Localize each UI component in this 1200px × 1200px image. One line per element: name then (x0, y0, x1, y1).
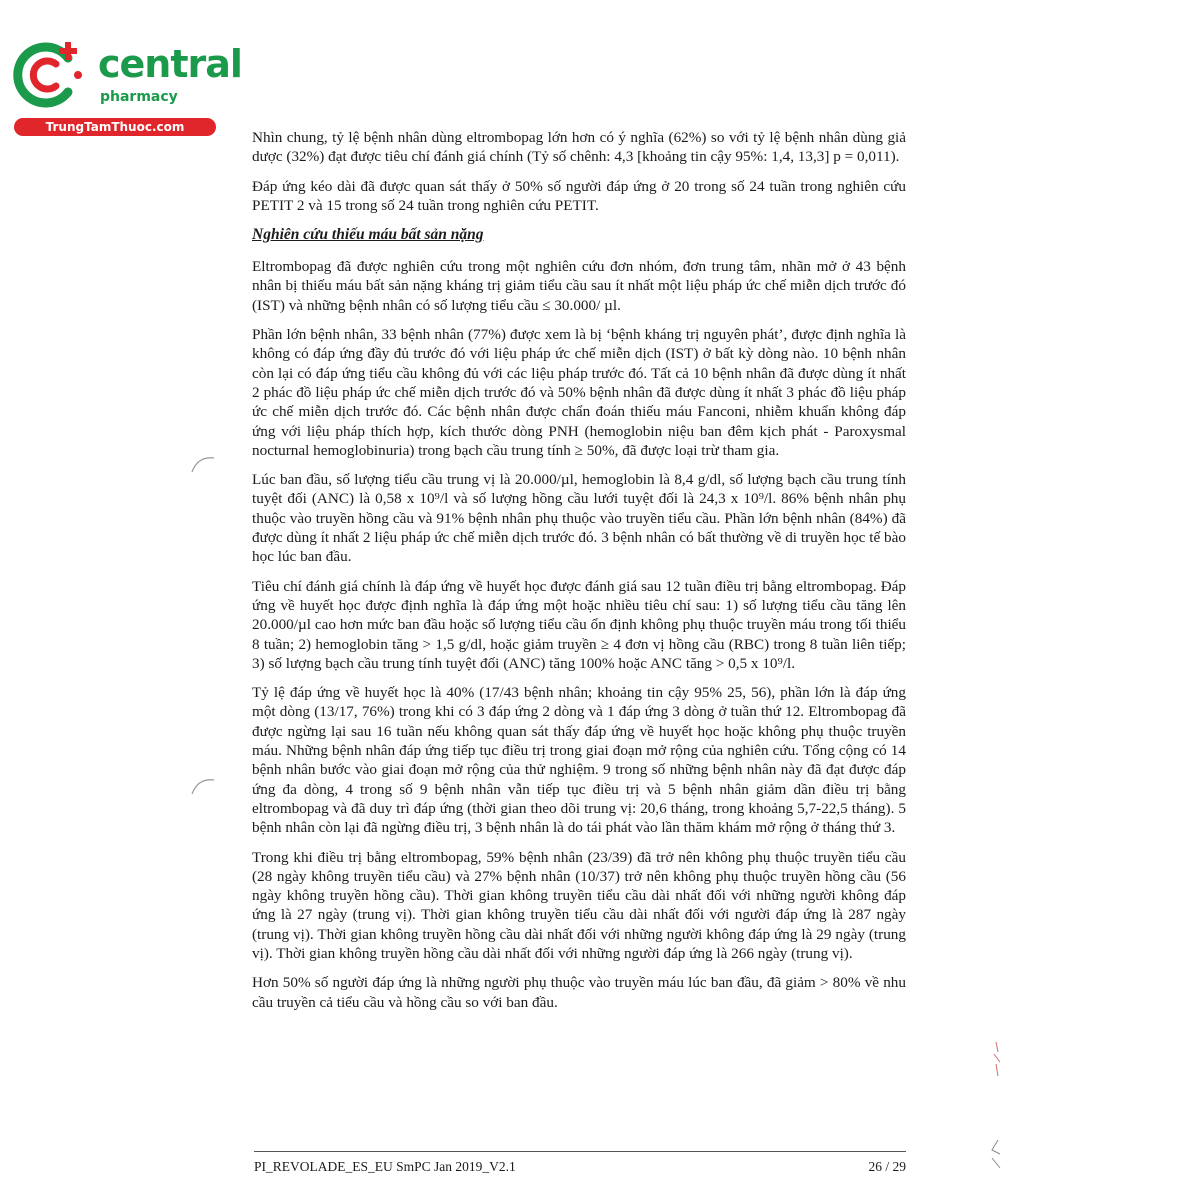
paragraph: Nhìn chung, tỷ lệ bệnh nhân dùng eltrombopag lớn hơn có ý nghĩa (62%) so với tỷ lệ bệnh nhân dùng giả dược (32%) đạt được tiêu chí đánh giá chính (Tỷ số chênh: 4,3 [khoảng tin cậy 95%: 1,4, 13,3] p = 0,011). (252, 129, 906, 166)
margin-annotation-mark (984, 1040, 1006, 1080)
footer-document-id: PI_REVOLADE_ES_EU SmPC Jan 2019_V2.1 (254, 1159, 516, 1174)
logo-subtitle: pharmacy (100, 89, 178, 105)
footer-divider (254, 1151, 906, 1152)
paragraph: Phần lớn bệnh nhân, 33 bệnh nhân (77%) được xem là bị ‘bệnh kháng trị nguyên phát’, được định nghĩa là không có đáp ứng đầy đủ trước đó với liệu pháp ức chế miễn dịch (IST) ở bất kỳ dòng nào. 10 bệnh nhân còn lại có đáp ứng tiểu cầu không đủ với các liệu pháp trước đó. Tất cả 10 bệnh nhân đã được dùng ít nhất 2 phác đồ liệu pháp ức chế miễn dịch trước đó và 50% bệnh nhân đã được dùng ít nhất 3 phác đồ liệu pháp ức chế miễn dịch trước đó. Các bệnh nhân được chẩn đoán thiếu máu Fanconi, nhiễm khuẩn không đáp ứng với liệu pháp thích hợp, kích thước dòng PNH (hemoglobin niệu ban đêm kịch phát - Paroxysmal nocturnal hemoglobinuria) trong bạch cầu trung tính ≥ 50%, đã được loại trừ tham gia. (252, 326, 906, 459)
paragraph: Tiêu chí đánh giá chính là đáp ứng về huyết học được đánh giá sau 12 tuần điều trị bằng eltrombopag. Đáp ứng về huyết học được định nghĩa là đáp ứng một hoặc nhiều tiêu chí sau: 1) số lượng tiểu cầu tăng lên 20.000/µl cao hơn mức ban đầu hoặc số lượng tiểu cầu ổn định không phụ thuộc truyền máu trong tối thiểu 8 tuần; 2) hemoglobin tăng > 1,5 g/dl, hoặc giảm truyền ≥ 4 đơn vị hồng cầu (RBC) trong 8 tuần liên tiếp; 3) số lượng bạch cầu trung tính tuyệt đối (ANC) tăng 100% hoặc ANC tăng > 0,5 x 10⁹/l. (252, 577, 906, 672)
pharmacy-cross-icon (10, 38, 86, 110)
paragraph: Hơn 50% số người đáp ứng là những người phụ thuộc vào truyền máu lúc ban đầu, đã giảm > 80% về nhu cầu truyền cả tiểu cầu và hồng cầu so với ban đầu. (252, 974, 906, 1011)
footer-page-number: 26 / 29 (868, 1159, 906, 1174)
logo-website: TrungTamThuoc.com (14, 118, 216, 136)
central-pharmacy-logo (10, 36, 242, 136)
paragraph: Lúc ban đầu, số lượng tiểu cầu trung vị là 20.000/µl, hemoglobin là 8,4 g/dl, số lượng bạch cầu trung tính tuyệt đối (ANC) là 0,58 x 10⁹/l và số lượng hồng cầu lưới tuyệt đối là 24,3 x 10⁹/l. 86% bệnh nhân phụ thuộc vào truyền hồng cầu và 91% bệnh nhân phụ thuộc vào truyền tiểu cầu. Phần lớn bệnh nhân (84%) đã được dùng ít nhất 2 liệu pháp ức chế miễn dịch trước đó. 3 bệnh nhân có bất thường về di truyền học tế bào học lúc ban đầu. (252, 471, 906, 566)
margin-annotation-mark (984, 1138, 1006, 1172)
section-heading: Nghiên cứu thiếu máu bất sản nặng (252, 226, 484, 244)
punch-hole-mark (190, 776, 216, 796)
paragraph: Tỷ lệ đáp ứng về huyết học là 40% (17/43 bệnh nhân; khoảng tin cậy 95% 25, 56), phần lớn là đáp ứng một dòng (13/17, 76%) trong khi có 3 đáp ứng 2 dòng và 1 đáp ứng 3 dòng ở tuần thứ 12. Eltrombopag đã được ngừng lại sau 16 tuần nếu không quan sát thấy đáp ứng về huyết học hoặc không phụ thuộc truyền máu. Những bệnh nhân đáp ứng tiếp tục điều trị trong giai đoạn mở rộng của nghiên cứu. Tổng cộng có 14 bệnh nhân bước vào giai đoạn mở rộng của thử nghiệm. 9 trong số những bệnh nhân này đã đạt được đáp ứng đa dòng, 4 trong số 9 bệnh nhân vẫn tiếp tục điều trị và 5 bệnh nhân giảm dần điều trị bằng eltrombopag và đã duy trì đáp ứng (thời gian theo dõi trung vị: 20,6 tháng, trong khoảng 5,7-22,5 tháng). 5 bệnh nhân còn lại đã ngừng điều trị, 3 bệnh nhân là do tái phát vào lần thăm khám mở rộng ở tháng thứ 3. (252, 684, 906, 837)
document-body (252, 128, 906, 1022)
paragraph: Eltrombopag đã được nghiên cứu trong một nghiên cứu đơn nhóm, đơn trung tâm, nhãn mở ở 43 bệnh nhân bị thiếu máu bất sản nặng kháng trị giảm tiểu cầu sau ít nhất một liệu pháp ức chế miễn dịch trước đó (IST) và những bệnh nhân có số lượng tiểu cầu ≤ 30.000/ µl. (252, 258, 906, 314)
paragraph: Trong khi điều trị bằng eltrombopag, 59% bệnh nhân (23/39) đã trở nên không phụ thuộc truyền tiểu cầu (28 ngày không truyền tiểu cầu) và 27% bệnh nhân (10/37) trở nên không phụ thuộc truyền hồng cầu (56 ngày không truyền hồng cầu). Thời gian không truyền tiểu cầu dài nhất đối với những người không đáp ứng là 27 ngày (trung vị). Thời gian không truyền tiểu cầu dài nhất đối với người đáp ứng là 287 ngày (trung vị). Thời gian không truyền hồng cầu dài nhất đối với những người không đáp ứng là 29 ngày (trung vị). Thời gian không truyền hồng cầu dài nhất đối với những người đáp ứng là 266 ngày (trung vị). (252, 848, 906, 962)
punch-hole-mark (190, 454, 216, 474)
paragraph: Đáp ứng kéo dài đã được quan sát thấy ở 50% số người đáp ứng ở 20 trong số 24 tuần trong nghiên cứu PETIT 2 và 15 trong số 24 tuần trong nghiên cứu PETIT. (252, 177, 906, 214)
logo-brand-name: central (98, 42, 242, 86)
